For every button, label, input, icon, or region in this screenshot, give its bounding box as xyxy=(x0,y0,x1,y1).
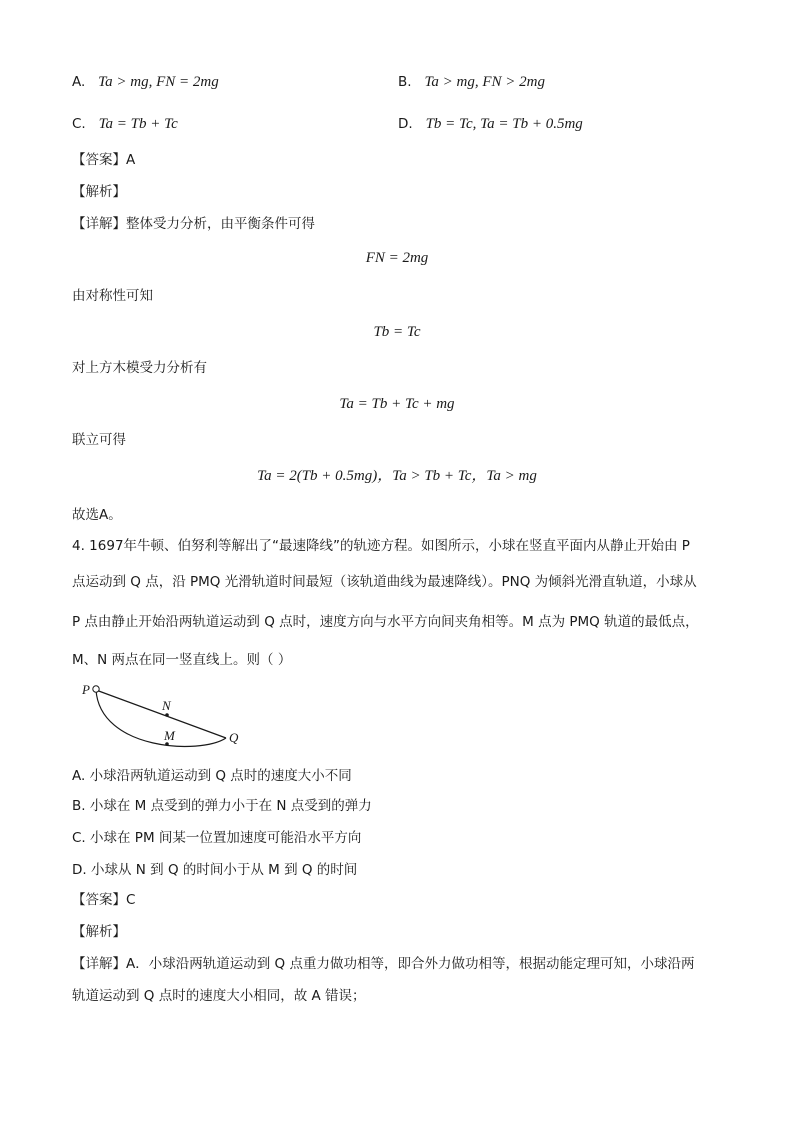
q4-label-n: N xyxy=(162,698,171,713)
q3-option-a: A. Ta > mg, FN = 2mg xyxy=(72,74,219,90)
q4-line-pnq xyxy=(96,690,226,738)
q3-conclusion: 故选A。 xyxy=(72,507,122,523)
q4-figure-brachistochrone xyxy=(80,680,250,760)
q3-option-b-math: Ta > mg, FN > 2mg xyxy=(424,74,545,90)
q3-analysis-heading: 【解析】 xyxy=(72,184,126,200)
q3-option-b: B. Ta > mg, FN > 2mg xyxy=(398,74,545,90)
q3-symmetry-text: 由对称性可知 xyxy=(72,288,153,304)
q4-stem-line-3: P 点由静止开始沿两轨道运动到 Q 点时，速度方向与水平方向间夹角相等。M 点为 PMQ 轨道的最低点， xyxy=(72,614,699,630)
q4-detail-line-1: 【详解】A．小球沿两轨道运动到 Q 点重力做功相等，即合外力做功相等，根据动能定理可知，小球沿两 xyxy=(72,956,695,972)
q3-option-d-math: Tb = Tc, Ta = Tb + 0.5mg xyxy=(425,116,583,132)
q3-option-c-math: Ta = Tb + Tc xyxy=(98,116,178,132)
q3-option-a-math: Ta > mg, FN = 2mg xyxy=(98,74,219,90)
q4-curve-pmq xyxy=(96,690,226,746)
q3-option-d: D. Tb = Tc, Ta = Tb + 0.5mg xyxy=(398,116,583,132)
q4-option-a: A. 小球沿两轨道运动到 Q 点时的速度大小不同 xyxy=(72,768,352,784)
q3-equation-3: Ta = Tb + Tc + mg xyxy=(339,396,455,412)
q4-answer: 【答案】C xyxy=(72,892,136,908)
q4-option-d: D. 小球从 N 到 Q 的时间小于从 M 到 Q 的时间 xyxy=(72,862,358,878)
q4-label-q: Q xyxy=(229,730,239,745)
q4-label-m: M xyxy=(164,728,175,743)
q3-option-c: C. Ta = Tb + Tc xyxy=(72,116,178,132)
q3-equation-2: Tb = Tc xyxy=(373,324,421,340)
q3-equation-1: FN = 2mg xyxy=(365,250,429,266)
q4-analysis-heading: 【解析】 xyxy=(72,924,126,940)
q3-equation-4: Ta = 2(Tb + 0.5mg)，Ta > Tb + Tc，Ta > mg xyxy=(257,468,537,484)
q4-ball xyxy=(93,686,99,692)
q3-detail-text: 【详解】整体受力分析，由平衡条件可得 xyxy=(72,216,315,232)
q4-option-b: B. 小球在 M 点受到的弹力小于在 N 点受到的弹力 xyxy=(72,798,372,814)
q4-stem-line-4: M、N 两点在同一竖直线上。则（ ） xyxy=(72,652,292,668)
q4-point-n-dot xyxy=(165,713,169,717)
q4-stem-line-2: 点运动到 Q 点，沿 PMQ 光滑轨道时间最短（该轨道曲线为最速降线）。PNQ 为倾斜光滑直轨道，小球从 xyxy=(72,574,697,590)
q4-detail-line-2: 轨道运动到 Q 点时的速度大小相同，故 A 错误； xyxy=(72,988,366,1004)
q3-upper-block-text: 对上方木模受力分析有 xyxy=(72,360,207,376)
q3-combine-text: 联立可得 xyxy=(72,432,126,448)
q4-label-p: P xyxy=(82,682,90,697)
q4-stem-line-1: 4. 1697年牛顿、伯努利等解出了“最速降线”的轨迹方程。如图所示，小球在竖直平面内从静止开始由 P xyxy=(72,538,690,554)
q4-option-c: C. 小球在 PM 间某一位置加速度可能沿水平方向 xyxy=(72,830,362,846)
q3-answer: 【答案】A xyxy=(72,152,136,168)
